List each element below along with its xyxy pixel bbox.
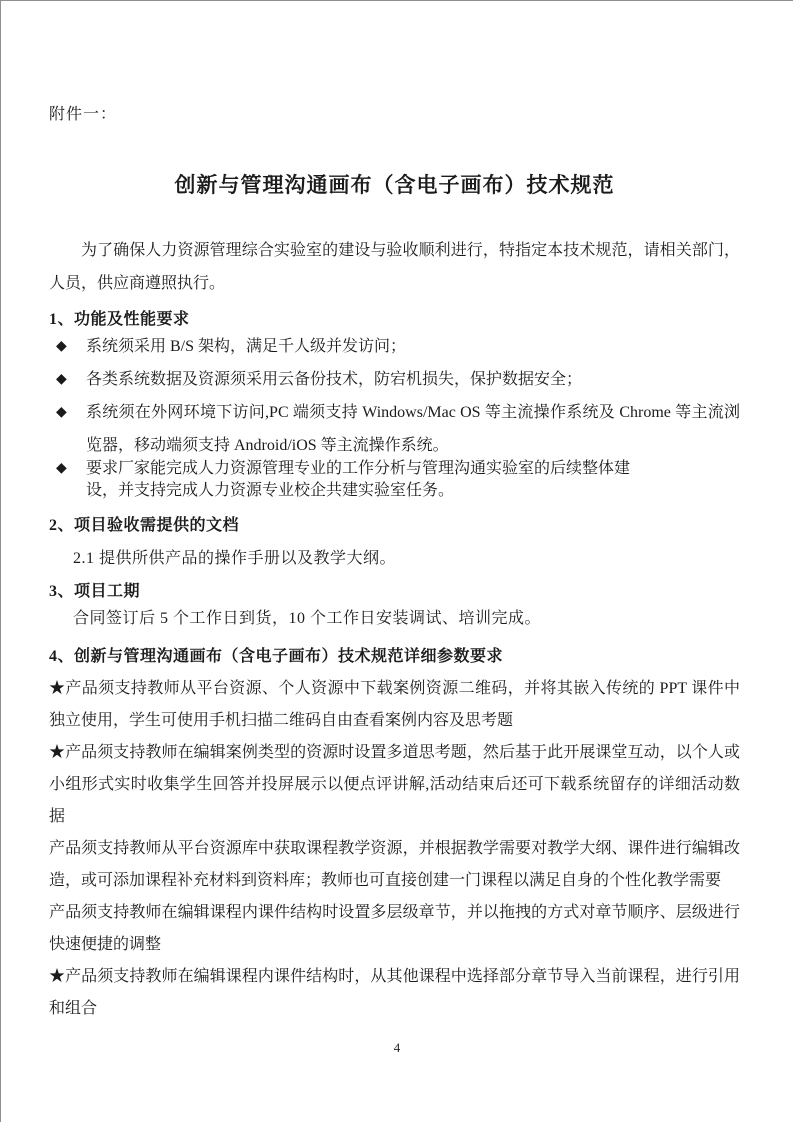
bullet-text: 各类系统数据及资源须采用云备份技术，防宕机损失，保护数据安全； bbox=[86, 371, 583, 388]
requirement-paragraph: 产品须支持教师从平台资源库中获取课程教学资源，并根据教学需要对教学大纲、课件进行编辑改造，或可添加课程补充材料到资料库；教师也可直接创建一门课程以满足自身的个性化教学需要 bbox=[49, 840, 740, 889]
section1-bullet-list bbox=[49, 330, 740, 502]
diamond-bullet-icon: ◆ bbox=[56, 339, 67, 354]
section4-heading: 4、创新与管理沟通画布（含电子画布）技术规范详细参数要求 bbox=[49, 648, 504, 665]
bullet-text: 要求厂家能完成人力资源管理专业的工作分析与管理沟通实验室的后续整体建设，并支持完成人力资源专业校企共建实验室任务。 bbox=[86, 460, 631, 499]
document-title: 创新与管理沟通画布（含电子画布）技术规范 bbox=[174, 173, 615, 197]
page-number: 4 bbox=[393, 1040, 401, 1055]
bullet-text: 系统须在外网环境下访问,PC 端须支持 Windows/Mac OS 等主流操作系统及 Chrome 等主流浏览器，移动端须支持 Android/iOS 等主流操作系统。 bbox=[86, 404, 740, 454]
requirement-paragraph: 产品须支持教师在编辑课程内课件结构时设置多层级章节，并以拖拽的方式对章节顺序、层级进行快速便捷的调整 bbox=[49, 904, 740, 953]
bullet-item bbox=[49, 330, 740, 363]
document-content bbox=[1, 107, 793, 1025]
section1-heading: 1、功能及性能要求 bbox=[49, 311, 190, 328]
bullet-text: 系统须采用 B/S 架构，满足千人级并发访问； bbox=[86, 338, 407, 355]
bullet-item bbox=[49, 396, 740, 462]
requirement-paragraph: ★产品须支持教师在编辑案例类型的资源时设置多道思考题，然后基于此开展课堂互动，以个人或小组形式实时收集学生回答并投屏展示以便点评讲解,活动结束后还可下载系统留存的详细活动数据 bbox=[49, 744, 740, 825]
requirement-paragraph: ★产品须支持教师在编辑课程内课件结构时，从其他课程中选择部分章节导入当前课程，进行引用和组合 bbox=[49, 968, 740, 1017]
intro-paragraph: 为了确保人力资源管理综合实验室的建设与验收顺利进行，特指定本技术规范，请相关部门，人员，供应商遵照执行。 bbox=[49, 242, 740, 292]
attachment-label: 附件一： bbox=[49, 106, 118, 123]
section3-heading: 3、项目工期 bbox=[49, 583, 141, 600]
diamond-bullet-icon: ◆ bbox=[56, 461, 67, 476]
section2-heading: 2、项目验收需提供的文档 bbox=[49, 517, 240, 534]
section3-body: 合同签订后 5 个工作日到货，10 个工作日安装调试、培训完成。 bbox=[73, 610, 542, 627]
diamond-bullet-icon: ◆ bbox=[56, 372, 67, 387]
section2-body: 2.1 提供所供产品的操作手册以及教学大纲。 bbox=[73, 550, 397, 567]
bullet-item bbox=[49, 458, 740, 502]
diamond-bullet-icon: ◆ bbox=[56, 405, 67, 420]
bullet-item bbox=[49, 363, 740, 396]
requirement-paragraph: ★产品须支持教师从平台资源、个人资源中下载案例资源二维码，并将其嵌入传统的 PPT 课件中独立使用，学生可使用手机扫描二维码自由查看案例内容及思考题 bbox=[49, 680, 740, 729]
